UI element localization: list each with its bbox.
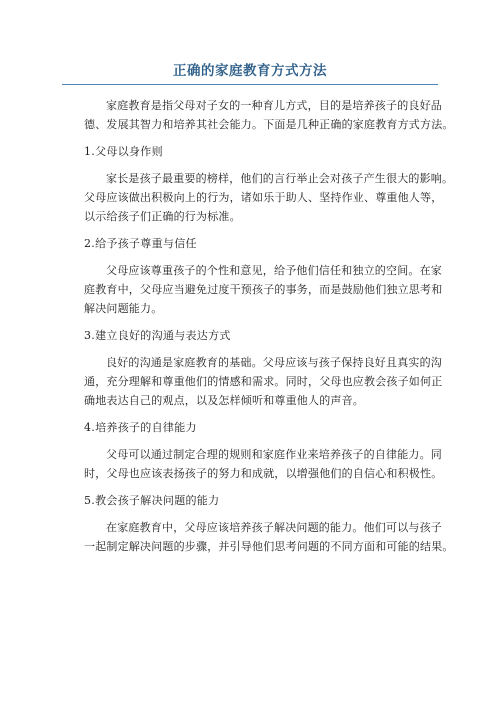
intro-line: 家庭教育是指父母对子女的一种育儿方式，目的是培养孩子的良好品 (106, 99, 442, 112)
section-line: 父母可以通过制定合理的规则和家庭作业来培养孩子的自律能力。同 (106, 448, 442, 461)
section-line: 在家庭教育中，父母应该培养孩子解决问题的能力。他们可以与孩子 (106, 521, 442, 534)
section-line: 以示给孩子们正确的行为标准。 (84, 210, 241, 223)
document-title: 正确的家庭教育方式方法 (173, 63, 327, 79)
section-heading: 5.教会孩子解决问题的能力 (84, 494, 220, 507)
section-line: 通，充分理解和尊重他们的情感和需求。同时，父母也应教会孩子如何正 (84, 375, 443, 388)
section-paragraph (62, 353, 443, 410)
section-line: 父母应该做出积极向上的行为，诸如乐于助人、坚持作业、尊重他人等， (84, 191, 443, 204)
section-heading: 1.父母以身作则 (84, 145, 163, 158)
section-line: 解决问题能力。 (84, 302, 163, 315)
section-paragraph (62, 261, 443, 318)
section-line: 确地表达自己的观点，以及怎样倾听和尊重他人的声音。 (84, 394, 364, 407)
section-paragraph (62, 445, 443, 483)
section-line: 良好的沟通是家庭教育的基础。父母应该与孩子保持良好且真实的沟 (106, 356, 442, 369)
section-paragraph (62, 169, 454, 226)
section-line: 庭教育中，父母应当避免过度干预孩子的事务，而是鼓励他们独立思考和 (84, 283, 443, 296)
section-heading: 4.培养孩子的自律能力 (84, 421, 197, 434)
section-line: 一起制定解决问题的步骤，并引导他们思考问题的不同方面和可能的结果。 (84, 540, 454, 553)
section-paragraph (62, 518, 454, 556)
title-underline (62, 84, 438, 85)
section-line: 家长是孩子最重要的榜样，他们的言行举止会对孩子产生很大的影响。 (106, 172, 454, 185)
intro-paragraph (62, 96, 454, 134)
intro-line: 德、发展其智力和培养其社会能力。下面是几种正确的家庭教育方式方法。 (84, 118, 454, 131)
section-line: 父母应该尊重孩子的个性和意见，给予他们信任和独立的空间。在家 (106, 264, 442, 277)
section-line: 时，父母也应该表扬孩子的努力和成就，以增强他们的自信心和积极性。 (84, 467, 443, 480)
section-heading: 2.给予孩子尊重与信任 (84, 237, 197, 250)
section-heading: 3.建立良好的沟通与表达方式 (84, 329, 231, 342)
document-body (62, 96, 454, 556)
